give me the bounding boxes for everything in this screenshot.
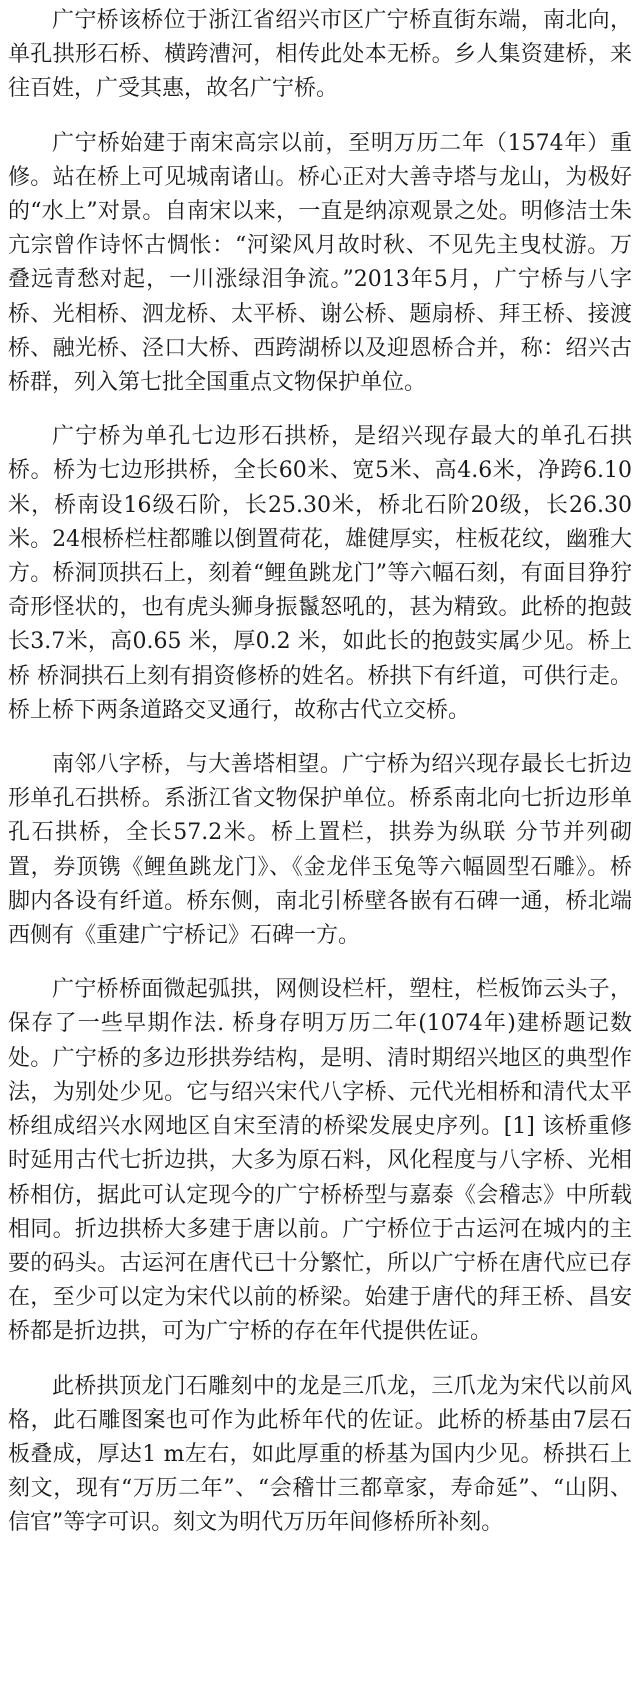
paragraph-dating-evidence: 此桥拱顶龙门石雕刻中的龙是三爪龙，三爪龙为宋代以前风格，此石雕图案也可作为此桥年代的佐证。此桥的桥基由7层石板叠成，厚达1 m左右，如此厚重的桥基为国内少见。桥拱石上刻文，现有“万历二年”、“会稽廿三都章家，寿命延”、“山阴、信官”等字可识。刻文为明代万历年间修桥所补刻。: [8, 1373, 632, 1536]
paragraph-location: 广宁桥该桥位于浙江省绍兴市区广宁桥直街东端，南北向，单孔拱形石桥、横跨漕河，相传此处本无桥。乡人集资建桥，来往百姓，广受其惠，故名广宁桥。: [8, 8, 632, 102]
paragraph-history: 广宁桥始建于南宋高宗以前，至明万历二年（1574年）重修。站在桥上可见城南诸山。桥心正对大善寺塔与龙山，为极好的“水上”对景。自南宋以来，一直是纳凉观景之处。明修洁士朱亢宗曾作诗怀古惆怅：“河梁风月故时秋、不见先主曳杖游。万叠远青愁对起，一川涨绿泪争流。”2013年5月，广宁桥与八字桥、光相桥、泗龙桥、太平桥、谢公桥、题扇桥、拜王桥、接渡桥、融光桥、泾口大桥、西跨湖桥以及迎恩桥合并，称：绍兴古桥群，列入第七批全国重点文物保护单位。: [8, 130, 632, 396]
paragraph-architecture: 广宁桥桥面微起弧拱，网侧设栏杆，塑柱，栏板饰云头子，保存了一些早期作法. 桥身存明万历二年(1074年)建桥题记数处。广宁桥的多边形拱券结构，是明、清时期绍兴地区的典型作法，为别处少见。它与绍兴宋代八字桥、元代光相桥和清代太平桥组成绍兴水网地区自宋至清的桥梁发展史序列。[1] 该桥重修时延用古代七折边拱，大多为原石料，风化程度与八字桥、光相桥相仿，据此可认定现今的广宁桥桥型与嘉泰《会稽志》中所载相同。折边拱桥大多建于唐以前。广宁桥位于古运河在城内的主要的码头。古运河在唐代已十分繁忙，所以广宁桥在唐代应已存在，至少可以定为宋代以前的桥梁。始建于唐代的拜王桥、昌安桥都是折边拱，可为广宁桥的存在年代提供佐证。: [8, 977, 632, 1345]
paragraph-neighbors: 南邻八字桥，与大善塔相望。广宁桥为绍兴现存最长七折边形单孔石拱桥。系浙江省文物保护单位。桥系南北向七折边形单孔石拱桥，全长57.2米。桥上置栏，拱券为纵联 分节并列砌置，券顶镌《鲤鱼跳龙门》、《金龙伴玉兔等六幅圆型石雕》。桥脚内各设有纤道。桥东侧，南北引桥壁各嵌有石碑一通，桥北端西侧有《重建广宁桥记》石碑一方。: [8, 752, 632, 949]
paragraph-structure: 广宁桥为单孔七边形石拱桥，是绍兴现存最大的单孔石拱桥。桥为七边形拱桥，全长60米、宽5米、高4.6米，净跨6.10米，桥南设16级石阶，长25.30米，桥北石阶20级，长26.30米。24根桥栏柱都雕以倒置荷花，雄健厚实，柱板花纹，幽雅大方。桥洞顶拱石上，刻着“鲤鱼跳龙门”等六幅石刻，有面目狰狞奇形怪状的，也有虎头狮身振鬣怒吼的，甚为精致。此桥的抱鼓长3.7米，高0.65 米，厚0.2 米，如此长的抱鼓实属少见。桥上桥 桥洞拱石上刻有捐资修桥的姓名。桥拱下有纤道，可供行走。桥上桥下两条道路交叉通行，故称古代立交桥。: [8, 424, 632, 723]
